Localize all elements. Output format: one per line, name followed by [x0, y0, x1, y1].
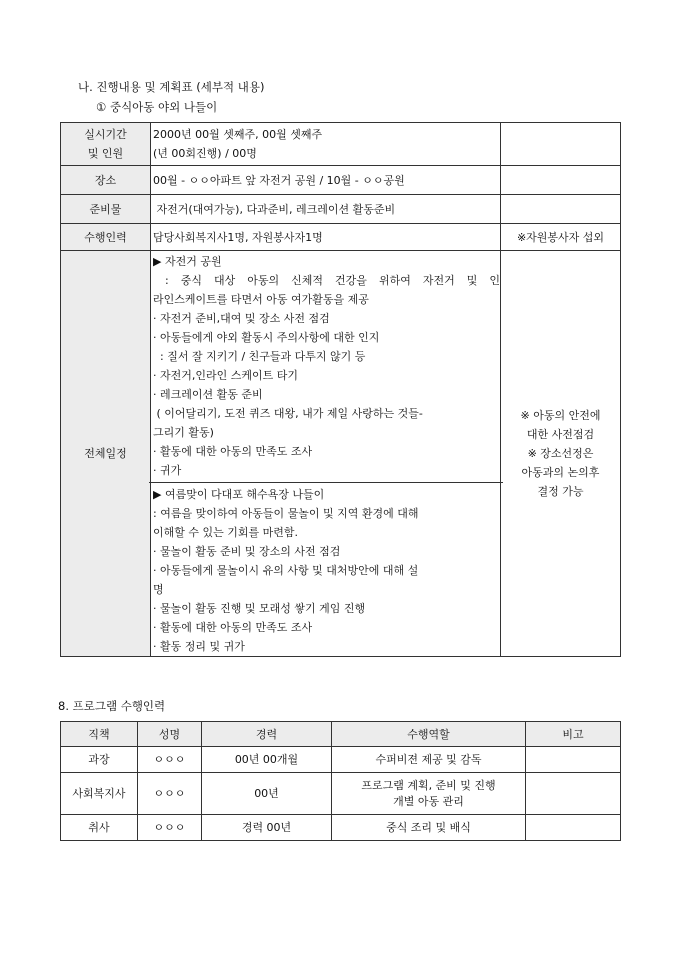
- staff-career: 경력 00년: [202, 815, 332, 841]
- role-line: 중식 조리 및 배식: [386, 820, 471, 834]
- staff-name: ㅇㅇㅇ: [138, 747, 202, 773]
- plan-table: [60, 122, 621, 657]
- staff-header-cell: 비고: [526, 722, 621, 747]
- plan-label-staff: 수행인력: [61, 224, 151, 251]
- staff-position: 취사: [61, 815, 138, 841]
- note-line: ※ 아동의 안전에: [520, 409, 601, 422]
- schedule-line: · 활동 정리 및 귀가: [153, 640, 245, 653]
- staff-role: [332, 773, 526, 815]
- staff-career: 00년 00개월: [202, 747, 332, 773]
- table-row: [61, 815, 621, 841]
- note-line: 대한 사전점검: [526, 428, 595, 441]
- section-heading: 나. 진행내용 및 계획표 (세부적 내용): [78, 80, 265, 94]
- schedule-line: : 중식 대상 아동의 신체적 건강을 위하여 자전거 및 인: [153, 274, 500, 287]
- staff-note: [526, 815, 621, 841]
- staff-role: [332, 815, 526, 841]
- staff-header-cell: 성명: [138, 722, 202, 747]
- plan-label-place: 장소: [61, 166, 151, 195]
- plan-note-schedule: [501, 251, 621, 657]
- schedule-line: · 아동들에게 야외 활동시 주의사항에 대한 인지: [153, 331, 380, 344]
- plan-row-place: [61, 166, 621, 195]
- plan-label-schedule: 전체일정: [61, 251, 151, 657]
- schedule-part-beach: [151, 483, 500, 656]
- plan-content-period: [151, 123, 501, 166]
- schedule-line: · 아동들에게 물놀이시 유의 사항 및 대처방안에 대해 설: [153, 564, 419, 577]
- schedule-line: : 여름을 맞이하여 아동들이 물놀이 및 지역 환경에 대해: [153, 507, 419, 520]
- content-line: 2000년 00월 셋째주, 00월 셋째주: [153, 128, 323, 141]
- schedule-title: ▶ 자전거 공원: [153, 255, 222, 268]
- sub-heading: ① 중식아동 야외 나들이: [96, 100, 218, 114]
- schedule-line: · 귀가: [153, 464, 182, 477]
- table-row: [61, 773, 621, 815]
- schedule-line: : 질서 잘 지키기 / 친구들과 다투지 않기 등: [153, 350, 366, 363]
- section-heading-staff: 8. 프로그램 수행인력: [58, 699, 166, 713]
- schedule-line: 라인스케이트를 타면서 아동 여가활동을 제공: [153, 293, 369, 306]
- staff-header-cell: 경력: [202, 722, 332, 747]
- label-line: 및 인원: [87, 147, 124, 160]
- schedule-title: ▶ 여름맞이 다대포 해수욕장 나들이: [153, 488, 325, 501]
- plan-row-period: [61, 123, 621, 166]
- staff-table: [60, 721, 621, 841]
- schedule-line: 그리기 활동): [153, 426, 214, 439]
- schedule-line: · 활동에 대한 아동의 만족도 조사: [153, 445, 313, 458]
- schedule-line: 명: [153, 583, 164, 596]
- schedule-line: 이해할 수 있는 기회를 마련함.: [153, 526, 298, 539]
- schedule-part-bicycle: [149, 251, 503, 483]
- note-line: ※ 장소선정은: [527, 447, 594, 460]
- staff-header-cell: 수행역할: [332, 722, 526, 747]
- staff-note: [526, 773, 621, 815]
- plan-note-supplies: [501, 195, 621, 224]
- staff-career: 00년: [202, 773, 332, 815]
- plan-row-schedule: [61, 251, 621, 657]
- note-line: 아동과의 논의후: [521, 466, 600, 479]
- staff-position: 과장: [61, 747, 138, 773]
- schedule-line: ( 이어달리기, 도전 퀴즈 대왕, 내가 제일 사랑하는 것들-: [153, 407, 423, 420]
- staff-note: [526, 747, 621, 773]
- role-line: 프로그램 계획, 준비 및 진행: [361, 778, 496, 792]
- staff-header-row: [61, 722, 621, 747]
- plan-row-staff: [61, 224, 621, 251]
- plan-label-period: [61, 123, 151, 166]
- note-line: 결정 가능: [537, 485, 584, 498]
- schedule-line: · 레크레이션 활동 준비: [153, 388, 263, 401]
- schedule-line: · 물놀이 활동 준비 및 장소의 사전 점검: [153, 545, 341, 558]
- table-row: [61, 747, 621, 773]
- plan-note-staff: ※자원봉사자 섭외: [501, 224, 621, 251]
- staff-role: [332, 747, 526, 773]
- schedule-line: · 자전거,인라인 스케이트 타기: [153, 369, 298, 382]
- schedule-line: · 활동에 대한 아동의 만족도 조사: [153, 621, 313, 634]
- staff-header-cell: 직책: [61, 722, 138, 747]
- plan-row-supplies: [61, 195, 621, 224]
- content-line: (년 00회진행) / 00명: [153, 147, 257, 160]
- staff-name: ㅇㅇㅇ: [138, 773, 202, 815]
- plan-note-period: [501, 123, 621, 166]
- plan-note-place: [501, 166, 621, 195]
- plan-content-staff: 담당사회복지사1명, 자원봉사자1명: [151, 224, 501, 251]
- schedule-line: · 자전거 준비,대여 및 장소 사전 점검: [153, 312, 330, 325]
- plan-content-place: 00월 - ㅇㅇ아파트 앞 자전거 공원 / 10월 - ㅇㅇ공원: [151, 166, 501, 195]
- label-line: 실시기간: [84, 128, 127, 141]
- role-line: 수퍼비젼 제공 및 감독: [375, 752, 482, 766]
- staff-position: 사회복지사: [61, 773, 138, 815]
- plan-content-schedule: [151, 251, 501, 657]
- plan-content-supplies: 자전거(대여가능), 다과준비, 레크레이션 활동준비: [151, 195, 501, 224]
- role-line: 개별 아동 관리: [393, 794, 464, 808]
- staff-name: ㅇㅇㅇ: [138, 815, 202, 841]
- plan-label-supplies: 준비물: [61, 195, 151, 224]
- schedule-line: · 물놀이 활동 진행 및 모래성 쌓기 게임 진행: [153, 602, 366, 615]
